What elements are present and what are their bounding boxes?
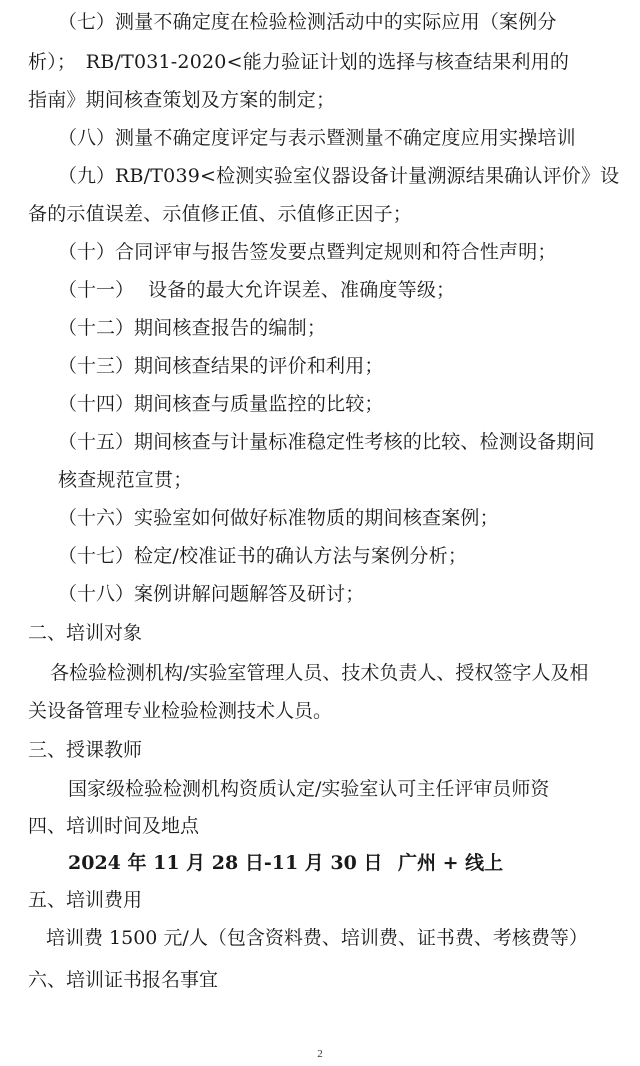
item-8-text: 测量不确定度评定与表示暨测量不确定度应用实操培训 xyxy=(115,127,576,149)
item-18-prefix: （十八） xyxy=(58,583,135,605)
item-10-text: 合同评审与报告签发要点暨判定规则和符合性声明； xyxy=(115,241,557,263)
item-16 xyxy=(58,504,499,532)
item-16-prefix: （十六） xyxy=(58,507,135,529)
item-8-prefix: （八） xyxy=(58,127,116,149)
section-teacher-body: 国家级检验检测机构资质认定/实验室认可主任评审员师资 xyxy=(68,778,550,800)
item-13-text: 期间核查结果的评价和利用； xyxy=(134,355,384,377)
section-time-heading: 四、培训时间及地点 xyxy=(28,815,200,837)
item-9-line-2 xyxy=(28,200,412,228)
page-number: 2 xyxy=(317,1048,323,1060)
item-11 xyxy=(58,276,455,304)
item-15-line-2 xyxy=(58,466,192,494)
section-fee-heading: 五、培训费用 xyxy=(28,889,143,911)
item-12-text: 期间核查报告的编制； xyxy=(134,317,327,339)
item-8 xyxy=(58,124,576,152)
item-15-prefix: （十五） xyxy=(58,431,135,453)
item-7-text-2: 析）； RB/T031-2020<能力验证计划的选择与核查结果利用的 xyxy=(28,51,570,73)
item-7-line-1 xyxy=(58,8,557,36)
item-7-prefix: （七） xyxy=(58,11,116,33)
section-target-body-2: 关设备管理专业检验检测技术人员。 xyxy=(28,700,333,722)
item-14-text: 期间核查与质量监控的比较； xyxy=(134,393,384,415)
item-9-text-1: RB/T039<检测实验室仪器设备计量溯源结果确认评价》设 xyxy=(115,165,620,187)
item-10-prefix: （十） xyxy=(58,241,116,263)
section-target-body-1: 各检验检测机构/实验室管理人员、技术负责人、授权签字人及相 xyxy=(50,662,589,684)
item-14-prefix: （十四） xyxy=(58,393,135,415)
item-7-text-3: 指南》期间核查策划及方案的制定； xyxy=(28,89,336,111)
item-15-text-1: 期间核查与计量标准稳定性考核的比较、检测设备期间 xyxy=(134,431,595,453)
item-11-prefix: （十一） xyxy=(58,279,135,301)
item-11-text: 设备的最大允许误差、准确度等级； xyxy=(148,279,456,301)
item-17-text: 检定/校准证书的确认方法与案例分析； xyxy=(134,545,468,567)
item-12-prefix: （十二） xyxy=(58,317,135,339)
item-13 xyxy=(58,352,384,380)
section-time-date: 2024 年 11 月 28 日-11 月 30 日 xyxy=(68,852,383,874)
item-15-line-1 xyxy=(58,428,595,456)
item-9-prefix: （九） xyxy=(58,165,116,187)
item-18-text: 案例讲解问题解答及研讨； xyxy=(134,583,365,605)
item-7-text-1: 测量不确定度在检验检测活动中的实际应用（案例分 xyxy=(115,11,557,33)
item-17-prefix: （十七） xyxy=(58,545,135,567)
item-16-text: 实验室如何做好标准物质的期间核查案例； xyxy=(134,507,499,529)
item-14 xyxy=(58,390,384,418)
item-18 xyxy=(58,580,364,608)
item-13-prefix: （十三） xyxy=(58,355,135,377)
item-10 xyxy=(58,238,557,266)
item-15-text-2: 核查规范宣贯； xyxy=(58,469,193,491)
item-7-line-3 xyxy=(28,86,335,114)
section-target-heading: 二、培训对象 xyxy=(28,622,143,644)
item-7-line-2 xyxy=(28,48,569,76)
item-9-line-1 xyxy=(58,162,619,190)
section-teacher-heading: 三、授课教师 xyxy=(28,739,143,761)
section-certificate-heading: 六、培训证书报名事宜 xyxy=(28,969,219,991)
section-fee-body: 培训费 1500 元/人（包含资料费、培训费、证书费、考核费等） xyxy=(46,927,588,949)
item-17 xyxy=(58,542,467,570)
section-time-place: 广州 + 线上 xyxy=(398,852,504,874)
item-9-text-2: 备的示值误差、示值修正值、示值修正因子； xyxy=(28,203,413,225)
item-12 xyxy=(58,314,326,342)
